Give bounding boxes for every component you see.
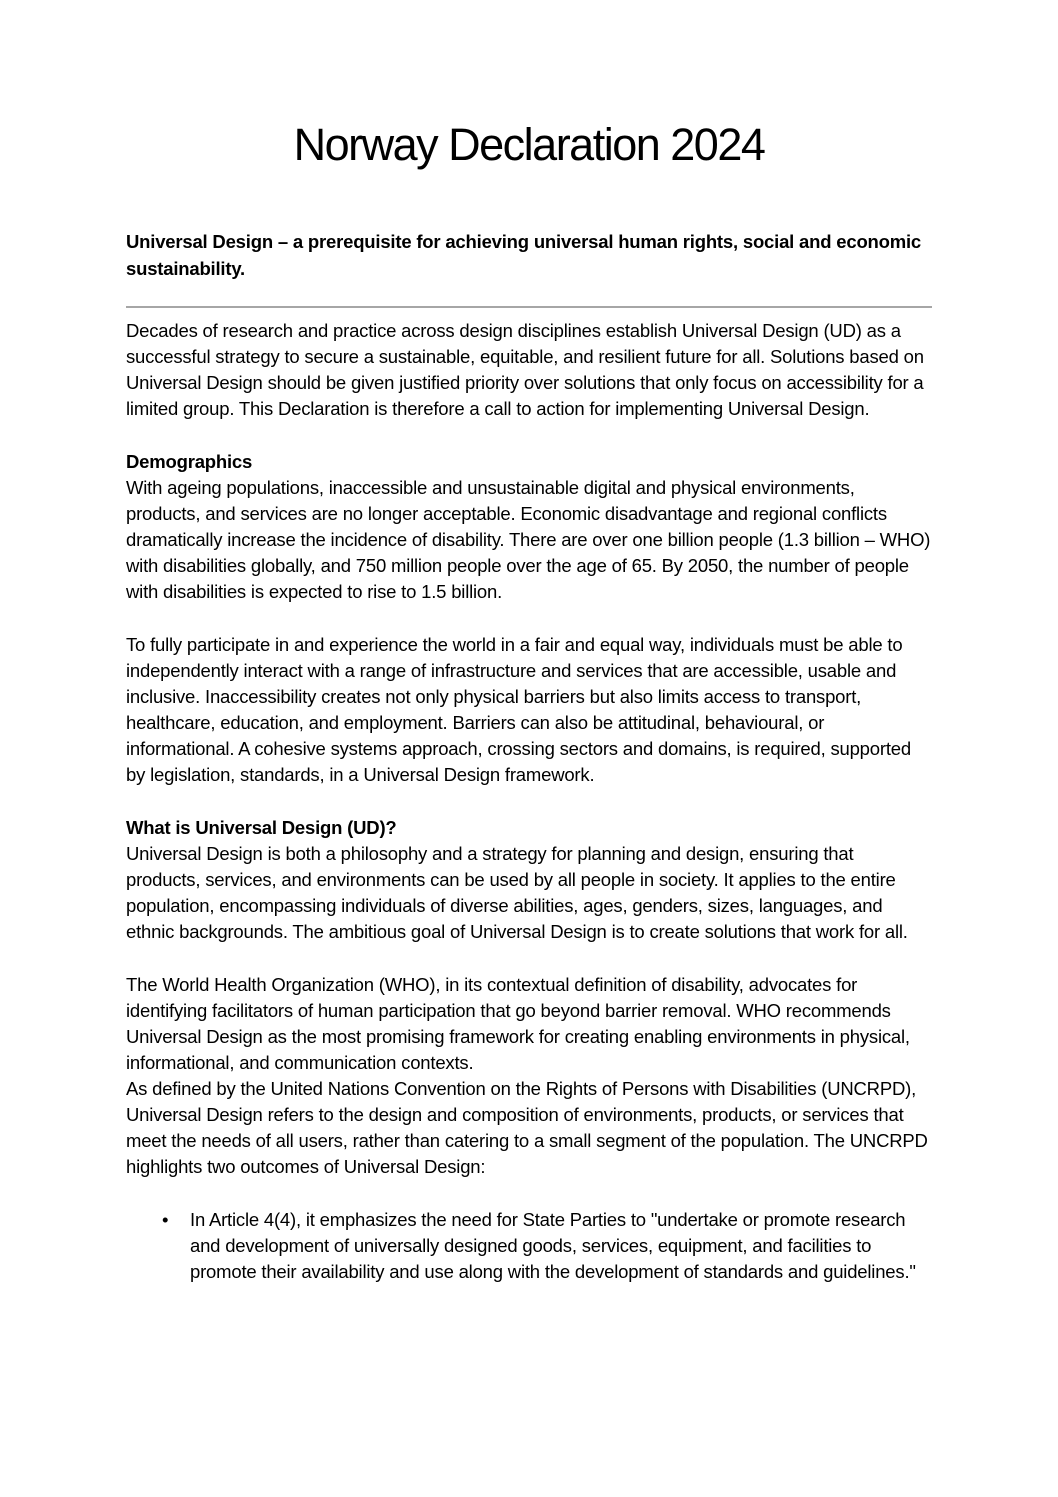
demographics-paragraph: With ageing populations, inaccessible and unsustainable digital and physical environments, products, and services are no longer acceptable. Economic disadvantage and regional conflicts dramatically increase the incidence of disability. There are over one billion people (1.3 billion – WHO) with disabilities globally, and 750 million people over the age of 65. By 2050, the number of people with disabilities is expected to rise to 1.5 billion. — [126, 477, 931, 602]
what-is-ud-paragraph: Universal Design is both a philosophy and a strategy for planning and design, ensuring that products, services, and environments can be used by all people in society. It applies to the entire population, encompassing individuals of diverse abilities, ages, genders, sizes, languages, and ethnic backgrounds. The ambitious goal of Universal Design is to create solutions that work for all. — [126, 843, 908, 942]
what-is-ud-heading: What is Universal Design (UD)? — [126, 817, 397, 838]
intro-paragraph: Decades of research and practice across design disciplines establish Universal Design (UD) as a successful strategy to secure a sustainable, equitable, and resilient future for all. Solutions based on Universal Design should be given justified priority over solutions that only focus on accessibility for a limited group. This Declaration is therefore a call to action for implementing Universal Design. — [126, 320, 924, 419]
participation-paragraph: To fully participate in and experience the world in a fair and equal way, individuals must be able to independently interact with a range of infrastructure and services that are accessible, usable and inclusive. Inaccessibility creates not only physical barriers but also limits access to transport, healthcare, education, and employment. Barriers can also be attitudinal, behavioural, or informational. A cohesive systems approach, crossing sectors and domains, is required, supported by legislation, standards, in a Universal Design framework. — [126, 634, 911, 785]
demographics-heading: Demographics — [126, 451, 253, 472]
uncrpd-paragraph: As defined by the United Nations Convention on the Rights of Persons with Disabilities (UNCRPD), Universal Design refers to the design and composition of environments, products, or services that meet the needs of all users, rather than catering to a small segment of the population. The UNCRPD highlights two outcomes of Universal Design: — [126, 1078, 928, 1177]
document-title: Norway Declaration 2024 — [293, 119, 765, 170]
bullet-icon: • — [162, 1209, 169, 1230]
who-paragraph: The World Health Organization (WHO), in its contextual definition of disability, advocates for identifying facilitators of human participation that go beyond barrier removal. WHO recommends Universal Design as the most promising framework for creating enabling environments in physical, informational, and communication contexts. — [126, 974, 910, 1073]
horizontal-rule — [126, 306, 932, 308]
bullet-text-article-4-4: In Article 4(4), it emphasizes the need for State Parties to "undertake or promote research and development of universally designed goods, services, equipment, and facilities to promote their availability and use along with the development of standards and guidelines." — [190, 1209, 916, 1282]
document-subtitle: Universal Design – a prerequisite for achieving universal human rights, social and economic sustainability. — [126, 231, 922, 279]
bullet-item-article-4-4 — [126, 1207, 932, 1285]
